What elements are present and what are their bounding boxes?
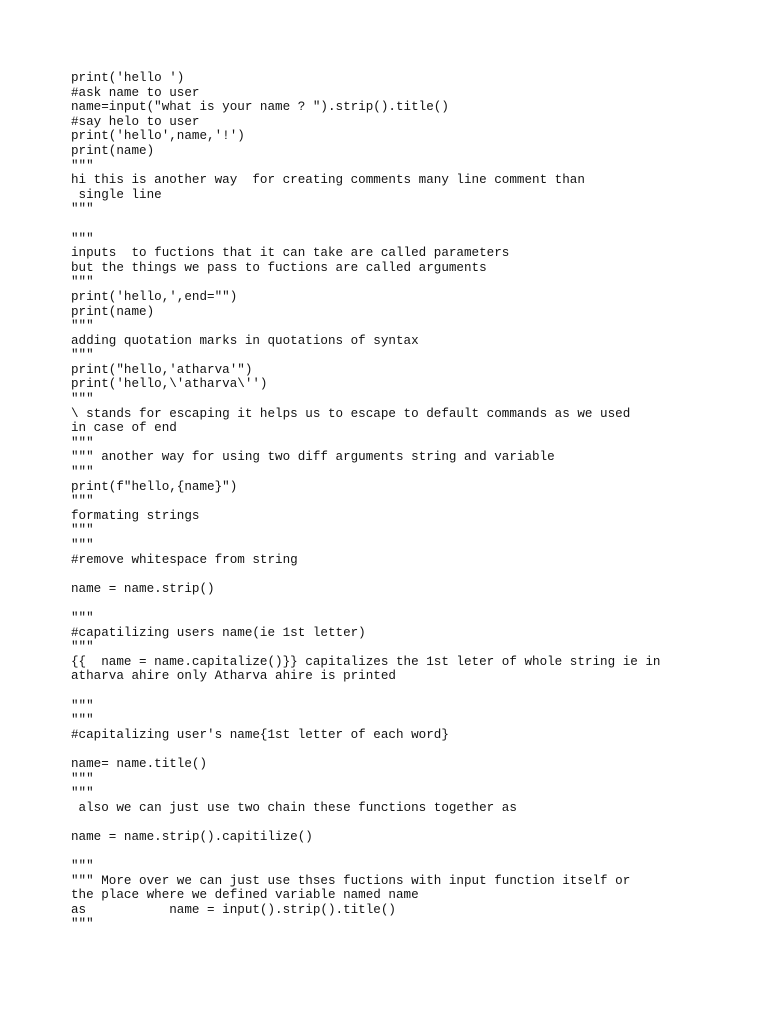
- code-line: atharva ahire only Atharva ahire is printed: [71, 669, 396, 684]
- code-line: [71, 844, 751, 859]
- code-line: formating strings: [71, 508, 200, 523]
- code-line: print("hello,'atharva'"): [71, 362, 253, 377]
- code-line: """: [71, 523, 94, 538]
- code-line: """: [71, 859, 94, 874]
- code-line: adding quotation marks in quotations of syntax: [71, 333, 419, 348]
- code-line: """: [71, 713, 94, 728]
- code-line: """: [71, 158, 94, 173]
- code-line: """: [71, 771, 94, 786]
- code-line: print('hello,',end=""): [71, 289, 238, 304]
- code-line: """: [71, 202, 94, 217]
- code-line: print('hello,\'atharva\''): [71, 377, 268, 392]
- code-line: """ another way for using two diff arguments string and variable: [71, 450, 555, 465]
- code-line: the place where we defined variable named name: [71, 888, 419, 903]
- code-line: name=input("what is your name ? ").strip().title(): [71, 100, 449, 115]
- code-line: #capitalizing user's name{1st letter of each word}: [71, 727, 449, 742]
- code-line: also we can just use two chain these functions together as: [71, 800, 517, 815]
- code-line: """: [71, 392, 94, 407]
- code-line: """: [71, 538, 94, 552]
- code-line: """: [71, 319, 94, 334]
- code-line: """: [71, 786, 94, 801]
- code-line: """: [71, 698, 94, 713]
- code-line: as name = input().strip().title(): [71, 902, 396, 917]
- code-line: #capatilizing users name(ie 1st letter): [71, 625, 366, 640]
- code-line: single line: [71, 187, 162, 202]
- code-line: [71, 217, 751, 232]
- code-line: name = name.strip().capitilize(): [71, 829, 313, 844]
- code-line: """: [71, 610, 94, 625]
- code-line: [71, 815, 751, 830]
- code-line: """: [71, 275, 94, 290]
- code-line: #remove whitespace from string: [71, 552, 298, 567]
- code-line: but the things we pass to fuctions are called arguments: [71, 260, 487, 275]
- code-line: print(name): [71, 304, 155, 319]
- code-line: [71, 596, 751, 611]
- code-line: inputs to fuctions that it can take are called parameters: [71, 246, 510, 261]
- code-line: #ask name to user: [71, 85, 200, 100]
- code-line: in case of end: [71, 421, 177, 436]
- code-line: """: [71, 231, 94, 246]
- code-line: print(f"hello,{name}"): [71, 479, 238, 494]
- code-line: """: [71, 435, 94, 450]
- code-line: [71, 742, 751, 757]
- code-line: print('hello '): [71, 71, 185, 85]
- code-line: """: [71, 917, 94, 932]
- code-line: hi this is another way for creating comments many line comment than: [71, 173, 585, 188]
- code-document: [71, 71, 751, 932]
- code-line: {{ name = name.capitalize()}} capitalizes the 1st leter of whole string ie in: [71, 654, 661, 669]
- code-line: """: [71, 348, 94, 363]
- code-line: [71, 684, 751, 699]
- code-line: """: [71, 640, 94, 655]
- code-line: name = name.strip(): [71, 581, 215, 596]
- code-line: print('hello',name,'!'): [71, 129, 245, 144]
- code-line: name= name.title(): [71, 756, 208, 771]
- code-line: [71, 567, 751, 582]
- code-line: print(name): [71, 143, 155, 158]
- code-line: #say helo to user: [71, 114, 200, 129]
- code-line: \ stands for escaping it helps us to escape to default commands as we used: [71, 406, 631, 421]
- code-line: """ More over we can just use thses fuctions with input function itself or: [71, 873, 631, 888]
- code-line: """: [71, 465, 94, 480]
- code-line: """: [71, 494, 94, 509]
